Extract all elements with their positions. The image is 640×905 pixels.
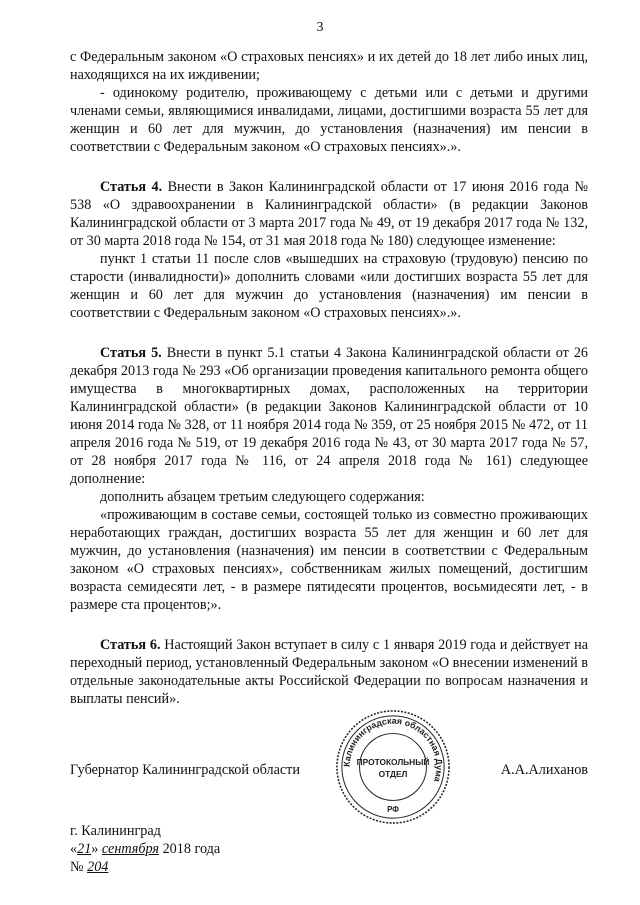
article-6 <box>70 636 588 708</box>
law-number-prefix: № <box>70 859 84 875</box>
article-5-item-2: «проживающим в составе семьи, состоящей только из совместно проживающих неработающих граждан, достигших возраста 55 лет для женщин и 60 лет для мужчин, до установления (назначения) им пенсии в соответствии с Федеральным законом «О страховых пенсиях», собственникам жилых помещений, достигшим возраста семидесяти лет, - в размере пятидесяти процентов, восьмидесяти лет, - в размере ста процентов;». <box>70 507 588 613</box>
date-line <box>70 840 220 858</box>
signatory-position: Губернатор Калининградской области <box>70 762 300 778</box>
article-5-text: Внести в пункт 5.1 статьи 4 Закона Калининградской области от 26 декабря 2013 года № 293 «Об организации проведения капитального ремонта общего имущества в многоквартирных домах, расположенных на территории Калининградской области» (в редакции Законов Калининградской области от 10 июня 2014 года № 328, от 11 ноября 2014 года № 359, от 25 ноября 2015 № 472, от 11 апреля 2016 года № 519, от 19 декабря 2016 года № 43, от 30 марта 2017 года № 57, от 28 ноября 2017 года № 116, от 24 апреля 2018 года № 161) следующее дополнение: <box>70 345 589 487</box>
article-6-text: Настоящий Закон вступает в силу с 1 января 2019 года и действует на переходный период, установленный Федеральным законом «О внесении изменений в отдельные законодательные акты Российской Федерации по вопросам назначения и выплаты пенсий». <box>70 637 589 707</box>
stamp-ring-text: Калининградская областная Дума <box>341 715 445 784</box>
stamp-center-line-2: ОТДЕЛ <box>378 768 408 779</box>
intro-paragraph: с Федеральным законом «О страховых пенсиях» и их детей до 18 лет либо иных лиц, находящихся на их иждивении; <box>70 49 588 83</box>
page-number: 3 <box>316 20 324 35</box>
article-4-item: пункт 1 статьи 11 после слов «вышедших на страховую (трудовую) пенсию по старости (инвалидности)» дополнить словами «или достигших возраста 55 лет для женщин и 60 лет для мужчин до установления (назначения) им пенсии в соответствии с Федеральным законом «О страховых пенсиях».». <box>70 251 588 321</box>
document-body <box>70 48 588 708</box>
date-open-quote: « <box>70 841 78 857</box>
law-number-line <box>70 858 220 876</box>
city: г. Калининград <box>70 823 161 839</box>
article-4-text: Внести в Закон Калининградской области от 17 июня 2016 года № 538 «О здравоохранении в Калининградской области» (в редакции Законов Калининградской области от 3 марта 2017 года № 49, от 19 декабря 2017 года № 132, от 30 марта 2018 года № 154, от 31 мая 2018 года № 180) следующее изменение: <box>70 179 588 249</box>
official-stamp <box>334 708 452 826</box>
intro-list-item: - одинокому родителю, проживающему с детьми или с детьми и другими членами семьи, являющимися инвалидами, лицами, достигшими возраста 55 лет для женщин и 60 лет для мужчин, до установления (назначения) им пенсии в соответствии с Федеральным законом «О страховых пенсиях».». <box>70 85 588 155</box>
article-5-item-1: дополнить абзацем третьим следующего содержания: <box>100 489 425 505</box>
article-5-label: Статья 5. <box>100 345 162 361</box>
date-month: сентября <box>101 841 160 857</box>
law-number: 204 <box>87 859 109 875</box>
date-year: 2018 года <box>162 841 221 857</box>
date-close-quote: » <box>91 841 99 857</box>
article-6-label: Статья 6. <box>100 637 161 653</box>
stamp-bottom-text: РФ <box>387 805 399 815</box>
place-date-block <box>70 822 220 876</box>
article-4-label: Статья 4. <box>100 179 163 195</box>
date-day: 21 <box>77 841 92 857</box>
article-5 <box>70 344 588 488</box>
article-4 <box>70 178 588 250</box>
signatory-name: А.А.Алиханов <box>500 762 588 778</box>
stamp-center-line-1: ПРОТОКОЛЬНЫЙ <box>356 757 430 768</box>
